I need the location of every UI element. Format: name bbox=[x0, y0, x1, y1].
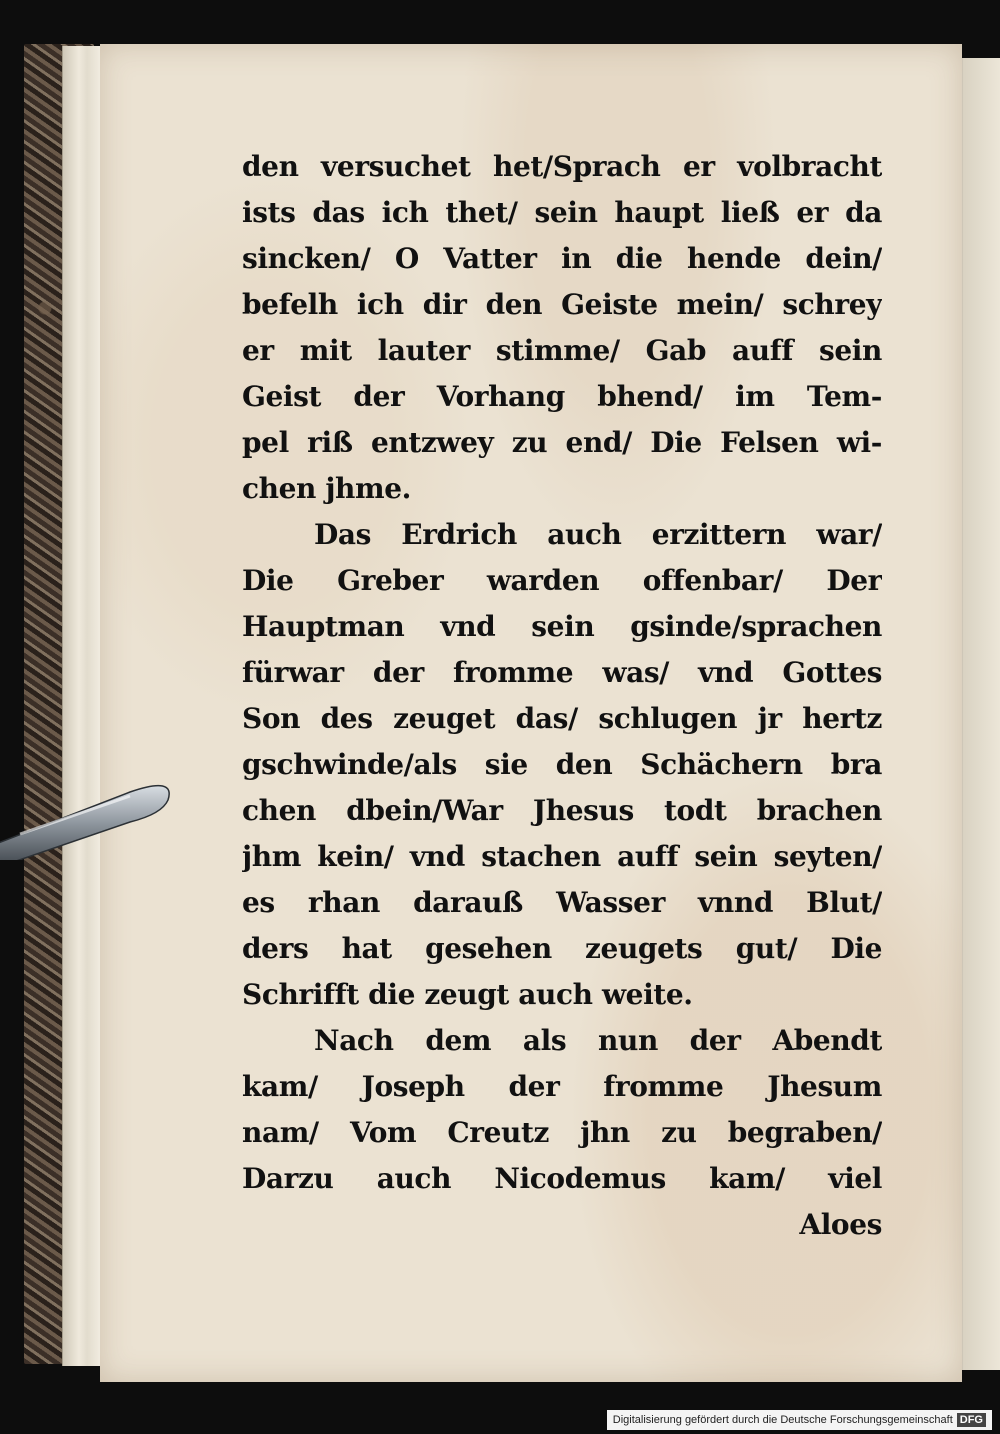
text-line: chen jhme. bbox=[242, 472, 412, 505]
text-line: Darzu auch Nicodemus kam/ viel bbox=[242, 1162, 882, 1195]
text-line: Son des zeuget das/ schlugen jr hertz bbox=[242, 702, 882, 735]
text-line: chen dbein/War Jhesus todt brachen bbox=[242, 794, 882, 827]
text-line: befelh ich dir den Geiste mein/ schrey bbox=[242, 288, 882, 321]
text-line: ders hat gesehen zeugets gut/ Die bbox=[242, 932, 882, 965]
text-line: er mit lauter stimme/ Gab auff sein bbox=[242, 334, 882, 367]
text-line: gschwinde/als sie den Schächern bra bbox=[242, 748, 882, 781]
page-edge-stack bbox=[62, 46, 103, 1366]
text-line: Hauptman vnd sein gsinde/sprachen bbox=[242, 610, 882, 643]
credit-text: Digitalisierung gefördert durch die Deutsche Forschungsgemeinschaft bbox=[612, 1414, 953, 1426]
text-line: Das Erdrich auch erzittern war/ bbox=[314, 518, 882, 551]
catchword: Aloes bbox=[799, 1208, 882, 1241]
text-line: Schrifft die zeugt auch weite. bbox=[242, 978, 693, 1011]
text-line: kam/ Joseph der fromme Jhesum bbox=[242, 1070, 882, 1103]
text-line: ists das ich thet/ sein haupt ließ er da bbox=[242, 196, 882, 229]
text-line: sincken/ O Vatter in die hende dein/ bbox=[242, 242, 882, 275]
text-line: nam/ Vom Creutz jhn zu begraben/ bbox=[242, 1116, 882, 1149]
text-line: pel riß entzwey zu end/ Die Felsen wi- bbox=[242, 426, 882, 459]
dfg-logo: DFG bbox=[957, 1413, 986, 1427]
text-line: Nach dem als nun der Abendt bbox=[314, 1024, 882, 1057]
page-text bbox=[242, 144, 882, 1248]
pen-pointer-icon bbox=[0, 770, 180, 860]
text-line: jhm kein/ vnd stachen auff sein seyten/ bbox=[242, 840, 882, 873]
text-line: fürwar der fromme was/ vnd Gottes bbox=[242, 656, 882, 689]
digitization-credit bbox=[607, 1410, 992, 1430]
facing-page bbox=[958, 58, 1000, 1370]
book-page bbox=[100, 44, 962, 1382]
text-line: Die Greber warden offenbar/ Der bbox=[242, 564, 882, 597]
text-line: es rhan darauß Wasser vnnd Blut/ bbox=[242, 886, 882, 919]
text-line: Geist der Vorhang bhend/ im Tem- bbox=[242, 380, 882, 413]
text-line: den versuchet het/Sprach er volbracht bbox=[242, 150, 882, 183]
